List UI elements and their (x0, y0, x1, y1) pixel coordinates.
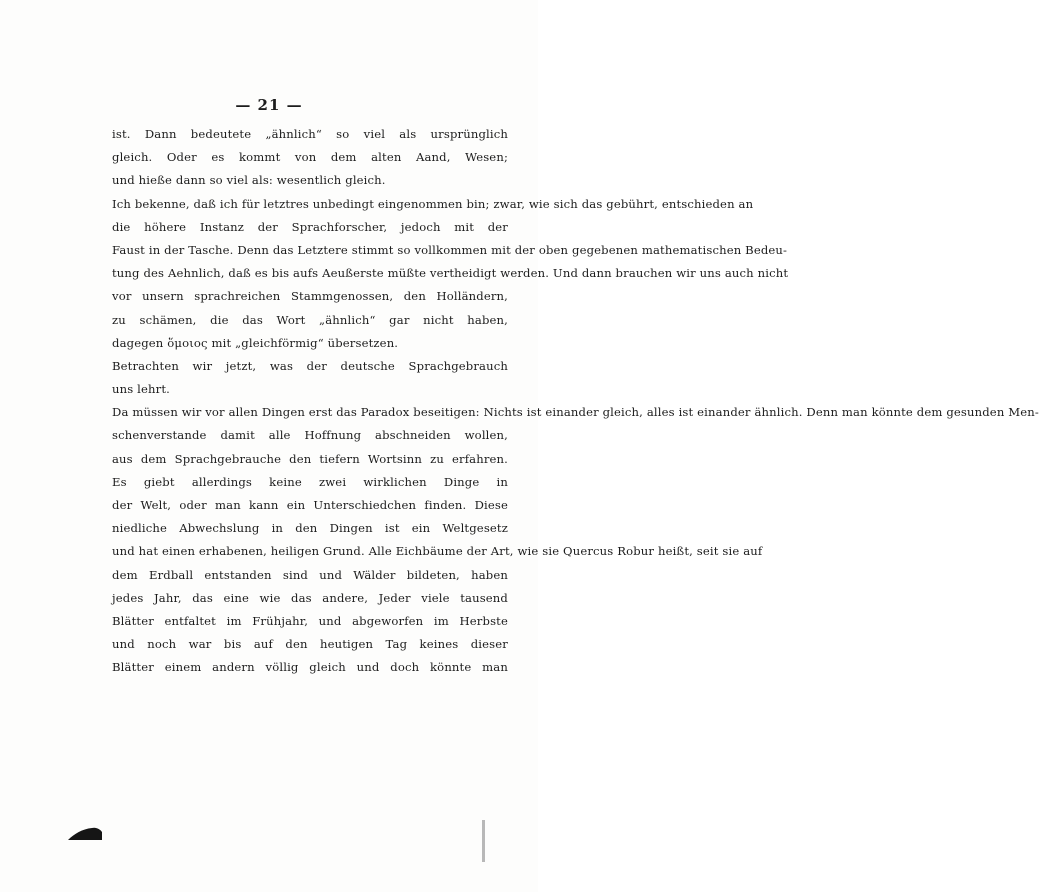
page-edge-mark (482, 820, 485, 862)
text-line: Blätter einem andern völlig gleich und doch könnte man (112, 660, 508, 675)
text-line: ist. Dann bedeutete „ähnlich“ so viel als ursprünglich (112, 127, 508, 141)
text-line: dagegen ὅμοιος mit „gleichförmig“ übersetzen. (112, 335, 399, 350)
text-line: aus dem Sprachgebrauche den tiefern Wortsinn zu erfahren. (112, 451, 508, 466)
text-line: und hieße dann so viel als: wesentlich gleich. (112, 173, 386, 188)
text-line: und hat einen erhabenen, heiligen Grund. Alle Eichbäume der Art, wie sie Quercus Robur heißt, seit sie auf (112, 544, 763, 559)
text-line: Blätter entfaltet im Frühjahr, und abgeworfen im Herbste (112, 613, 508, 628)
text-line: die höhere Instanz der Sprachforscher, jedoch mit der (112, 219, 508, 234)
text-line: der Welt, oder man kann ein Unterschiedchen finden. Diese (112, 498, 508, 512)
text-line: vor unsern sprachreichen Stammgenossen, den Holländern, (112, 289, 508, 304)
text-line: Ich bekenne, daß ich für letztres unbedingt eingenommen bin; zwar, wie sich das gebührt, entschieden an (112, 196, 754, 211)
text-line: Betrachten wir jetzt, was der deutsche Sprachgebrauch (112, 358, 508, 373)
text-line: schenverstande damit alle Hoffnung abschneiden wollen, (112, 428, 508, 443)
text-line: Da müssen wir vor allen Dingen erst das Paradox beseitigen: Nichts ist einander gleich, alles ist einander ähnlich. Denn man könnte dem gesunden Men- (112, 405, 1039, 420)
text-line: dem Erdball entstanden sind und Wälder bildeten, haben (112, 567, 508, 582)
text-line: Faust in der Tasche. Denn das Letztere stimmt so vollkommen mit der oben gegebenen mathematischen Bedeu- (112, 242, 788, 257)
text-line: tung des Aehnlich, daß es bis aufs Aeußerste müßte vertheidigt werden. Und dann brauchen wir uns auch nicht (112, 266, 789, 281)
text-line: gleich. Oder es kommt von dem alten Aand, Wesen; (112, 150, 508, 165)
text-line: und noch war bis auf den heutigen Tag keines dieser (112, 637, 508, 652)
text-line: Es giebt allerdings keine zwei wirklichen Dinge in (112, 474, 508, 489)
text-line: niedliche Abwechslung in den Dingen ist ein Weltgesetz (112, 521, 508, 536)
text-line: jedes Jahr, das eine wie das andere, Jeder viele tausend (112, 590, 508, 605)
text-line: uns lehrt. (112, 382, 170, 397)
page-number: — 21 — (235, 96, 303, 114)
body-text (112, 123, 1039, 680)
ink-smudge-mark (68, 826, 102, 840)
text-line: zu schämen, die das Wort „ähnlich“ gar nicht haben, (112, 312, 508, 327)
